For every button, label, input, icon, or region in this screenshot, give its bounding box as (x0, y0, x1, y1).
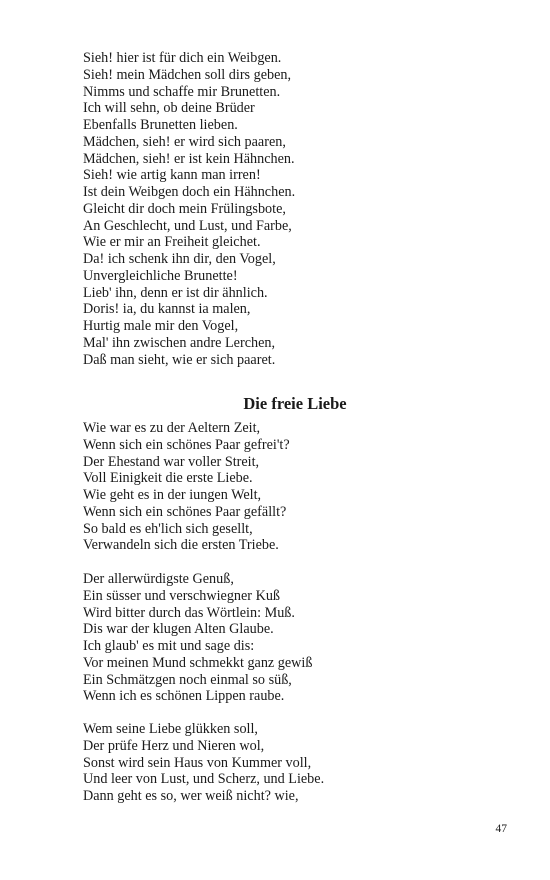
poem-stanza-previous (83, 50, 503, 368)
poem-title: Die freie Liebe (243, 394, 347, 413)
poem-line: Verwandeln sich die ersten Triebe. (83, 537, 279, 554)
poem-line: Wie geht es in der iungen Welt, (83, 487, 262, 503)
poem-line: Sieh! hier ist für dich ein Weibgen. (83, 50, 282, 66)
poem-line: Mal' ihn zwischen andre Lerchen, (83, 334, 276, 351)
poem-line: Wenn ich es schönen Lippen raube. (83, 688, 285, 705)
poem-line: Ein süsser und verschwiegner Kuß (83, 587, 281, 604)
poem-line: Ein Schmätzgen noch einmal so süß, (83, 671, 292, 688)
poem-line: Vor meinen Mund schmekkt ganz gewiß (83, 654, 313, 671)
poem-line: Hurtig male mir den Vogel, (83, 318, 239, 334)
poem-line: Gleicht dir doch mein Frülingsbote, (83, 200, 286, 217)
poem-line: Voll Einigkeit die erste Liebe. (83, 470, 253, 487)
poem-line: So bald es eh'lich sich gesellt, (83, 520, 253, 537)
poem-line: Wie er mir an Freiheit gleichet. (83, 234, 261, 251)
poem-line: An Geschlecht, und Lust, und Farbe, (83, 217, 292, 234)
poem-line: Der allerwürdigste Genuß, (83, 571, 234, 587)
poem-line: Da! ich schenk ihn dir, den Vogel, (83, 251, 276, 267)
poem-line: Dann geht es so, wer weiß nicht? wie, (83, 788, 299, 804)
poem-stanza-2 (83, 571, 503, 705)
poem-line: Und leer von Lust, und Scherz, und Liebe. (83, 771, 325, 788)
poem-line: Wenn sich ein schönes Paar gefällt? (83, 503, 287, 520)
poem-line: Wird bitter durch das Wörtlein: Muß. (83, 604, 295, 621)
poem-line: Mädchen, sieh! er ist kein Hähnchen. (83, 150, 295, 167)
poem-line: Mädchen, sieh! er wird sich paaren, (83, 133, 286, 150)
poem-line: Sonst wird sein Haus von Kummer voll, (83, 754, 312, 771)
poem-line: Daß man sieht, wie er sich paaret. (83, 351, 276, 368)
page-number: 47 (495, 823, 507, 835)
poem-line: Wem seine Liebe glükken soll, (83, 721, 258, 737)
poem-line: Doris! ia, du kannst ia malen, (83, 301, 251, 318)
poem-line: Sieh! mein Mädchen soll dirs geben, (83, 66, 292, 83)
poem-line: Ich will sehn, ob deine Brüder (83, 100, 255, 117)
poem-line: Ist dein Weibgen doch ein Hähnchen. (83, 184, 296, 200)
poem-line: Der Ehestand war voller Streit, (83, 453, 260, 470)
poem-line: Lieb' ihn, denn er ist dir ähnlich. (83, 284, 268, 301)
poem-line: Wenn sich ein schönes Paar gefrei't? (83, 436, 290, 453)
poem-line: Nimms und schaffe mir Brunetten. (83, 83, 281, 100)
poem-line: Dis war der klugen Alten Glaube. (83, 621, 274, 638)
poem-line: Ich glaub' es mit und sage dis: (83, 638, 255, 654)
poem-line: Der prüfe Herz und Nieren wol, (83, 737, 265, 754)
poem-line: Sieh! wie artig kann man irren! (83, 167, 261, 184)
poem-line: Wie war es zu der Aeltern Zeit, (83, 420, 261, 436)
poem-stanza-3 (83, 721, 503, 805)
poem-line: Unvergleichliche Brunette! (83, 267, 238, 284)
poem-stanza-1 (83, 420, 503, 554)
poem-line: Ebenfalls Brunetten lieben. (83, 117, 238, 133)
